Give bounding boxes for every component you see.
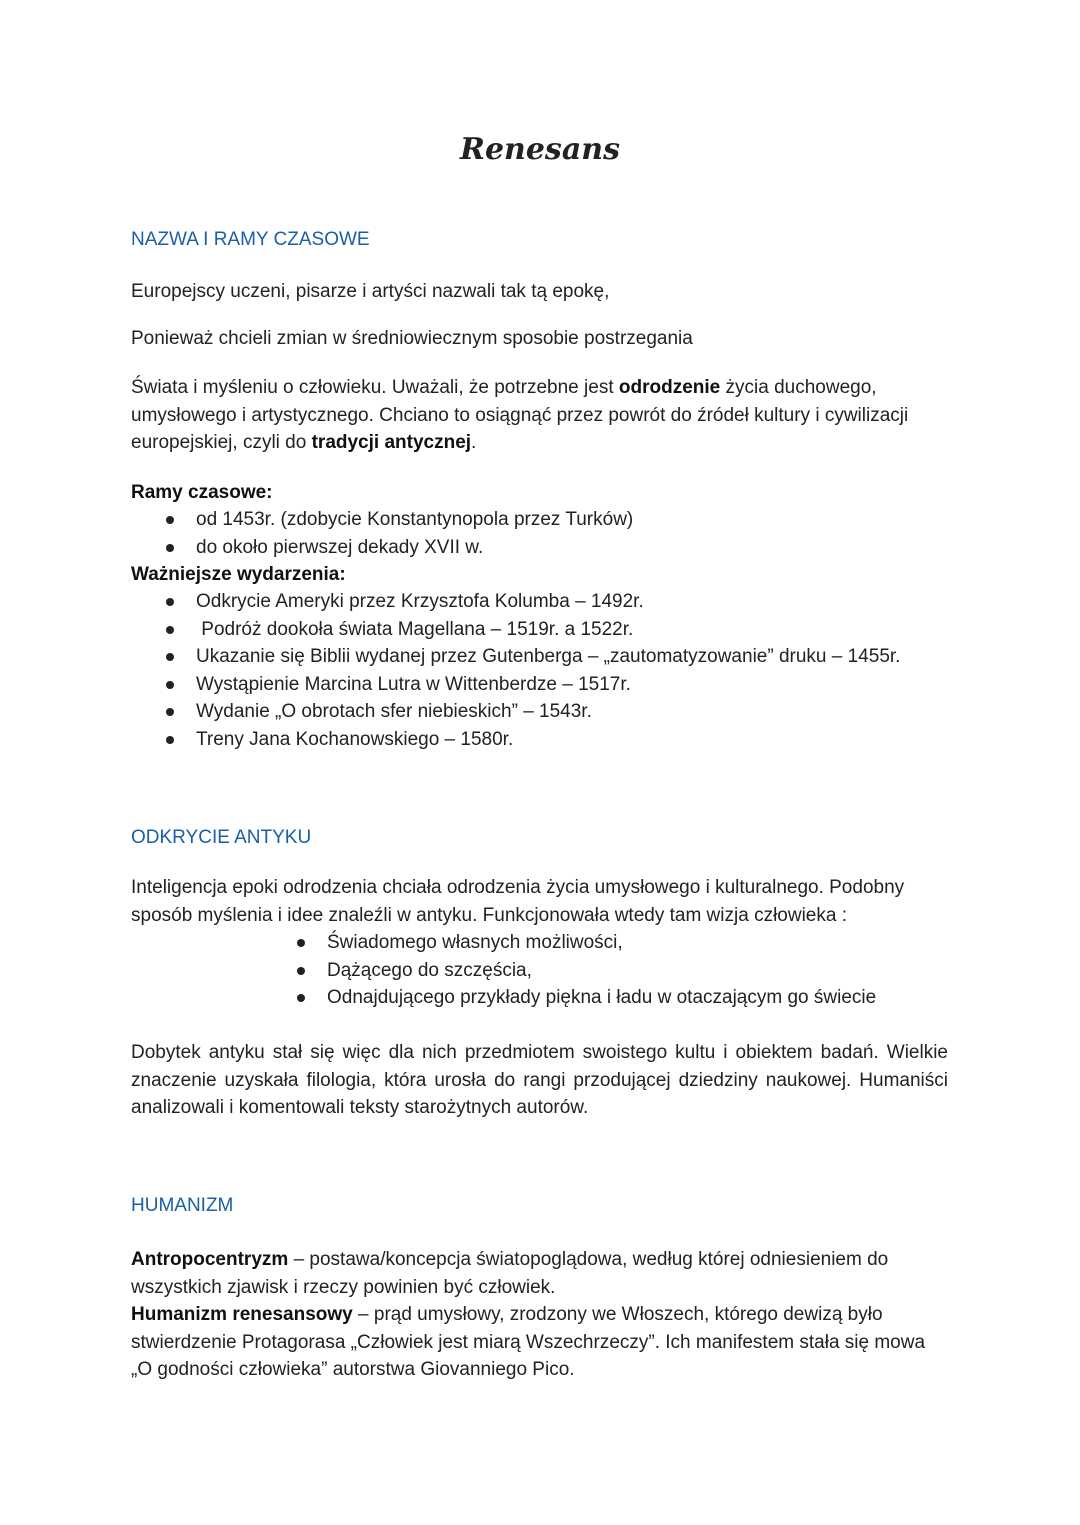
list-item-text: Odkrycie Ameryki przez Krzysztofa Kolumba – 1492r. xyxy=(196,591,644,612)
bold-term: tradycji antycznej xyxy=(311,432,472,453)
list-item xyxy=(131,671,900,699)
text-span: . xyxy=(471,432,477,453)
bullet-icon xyxy=(166,626,174,634)
text-span: życia duchowego, umysłowego i artystycznego. Chciano to osiągnąć przez powrót do źródeł kultury i cywilizacji europejskiej, czyli do xyxy=(131,377,909,453)
list-item xyxy=(131,534,633,562)
paragraph: Dobytek antyku stał się więc dla nich przedmiotem swoistego kultu i obiektem badań. Wielkie znaczenie uzyskała filologia, która urosła do rangi przodującej dziedziny naukowej. Humaniści analizowali i komentowali teksty starożytnych autorów. xyxy=(131,1042,948,1118)
bullet-icon xyxy=(297,994,305,1002)
section-heading-nazwa: NAZWA I RAMY CZASOWE xyxy=(131,229,370,250)
paragraph: Inteligencja epoki odrodzenia chciała odrodzenia życia umysłowego i kulturalnego. Podobny sposób myślenia i idee znaleźli w antyku. Funkcjonowała wtedy tam wizja człowieka : xyxy=(131,877,905,926)
list-item-text: Dążącego do szczęścia, xyxy=(327,959,532,981)
list-item-text: od 1453r. (zdobycie Konstantynopola przez Turków) xyxy=(196,509,634,530)
bullet-icon xyxy=(166,516,174,524)
definition-text: – postawa/koncepcja światopoglądowa, według której odniesieniem do wszystkich zjawisk i rzeczy powinien być człowiek. xyxy=(131,1249,889,1298)
definition-text: – prąd umysłowy, zrodzony we Włoszech, którego dewizą było stwierdzenie Protagorasa „Człowiek jest miarą Wszechrzeczy”. Ich manifestem stała się mowa „O godności człowieka” autorstwa Giovanniego Pico. xyxy=(131,1304,926,1380)
bullet-icon xyxy=(166,708,174,716)
section-heading-humanizm: HUMANIZM xyxy=(131,1195,234,1216)
text-span: Świata i myśleniu o człowieku. Uważali, że potrzebne jest xyxy=(131,377,619,398)
timeframe-label xyxy=(131,479,951,507)
bullet-icon xyxy=(297,967,305,975)
list-item-text: Podróż dookoła świata Magellana – 1519r. a 1522r. xyxy=(196,618,634,640)
list-item xyxy=(131,643,900,671)
list-item-text: Treny Jana Kochanowskiego – 1580r. xyxy=(196,728,514,750)
paragraph: Europejscy uczeni, pisarze i artyści nazwali tak tą epokę, xyxy=(131,281,610,302)
bullet-icon xyxy=(166,544,174,552)
paragraph: Ponieważ chcieli zmian w średniowiecznym sposobie postrzegania xyxy=(131,328,693,349)
list-item-text: Świadomego własnych możliwości, xyxy=(327,932,623,953)
list-item xyxy=(131,588,900,616)
list-item xyxy=(262,984,876,1012)
list-item xyxy=(131,726,900,754)
list-item-text: Wystąpienie Marcina Lutra w Wittenberdze – 1517r. xyxy=(196,673,631,695)
bullet-icon xyxy=(166,653,174,661)
events-label xyxy=(131,561,951,589)
section-heading-antyk: ODKRYCIE ANTYKU xyxy=(131,827,312,848)
list-item xyxy=(262,957,876,985)
list-item-text: Ukazanie się Biblii wydanej przez Gutenberga – „zautomatyzowanie” druku – 1455r. xyxy=(196,646,901,667)
antyk-list xyxy=(262,929,876,1012)
list-item xyxy=(262,929,876,957)
bullet-icon xyxy=(166,736,174,744)
bold-term: Humanizm renesansowy xyxy=(131,1304,353,1325)
definition-antropocentryzm xyxy=(131,1246,931,1384)
bold-term: odrodzenie xyxy=(618,377,721,398)
bullet-icon xyxy=(166,681,174,689)
bullet-icon xyxy=(166,598,174,606)
events-label-text: Ważniejsze wydarzenia: xyxy=(131,564,346,585)
list-item-text: Wydanie „O obrotach sfer niebieskich” – 1543r. xyxy=(196,701,592,722)
events-list xyxy=(131,588,900,753)
timeframe-list xyxy=(131,506,633,561)
timeframe-label-text: Ramy czasowe: xyxy=(131,482,273,503)
bullet-icon xyxy=(297,939,305,947)
list-item-text: do około pierwszej dekady XVII w. xyxy=(196,536,484,558)
page-title: Renesans xyxy=(460,132,620,167)
paragraph-odrodzenie xyxy=(131,374,921,457)
list-item-text: Odnajdującego przykłady piękna i ładu w otaczającym go świecie xyxy=(327,987,877,1008)
list-item xyxy=(131,616,900,644)
list-item xyxy=(131,698,900,726)
bold-term: Antropocentryzm xyxy=(131,1249,289,1270)
list-item xyxy=(131,506,633,534)
